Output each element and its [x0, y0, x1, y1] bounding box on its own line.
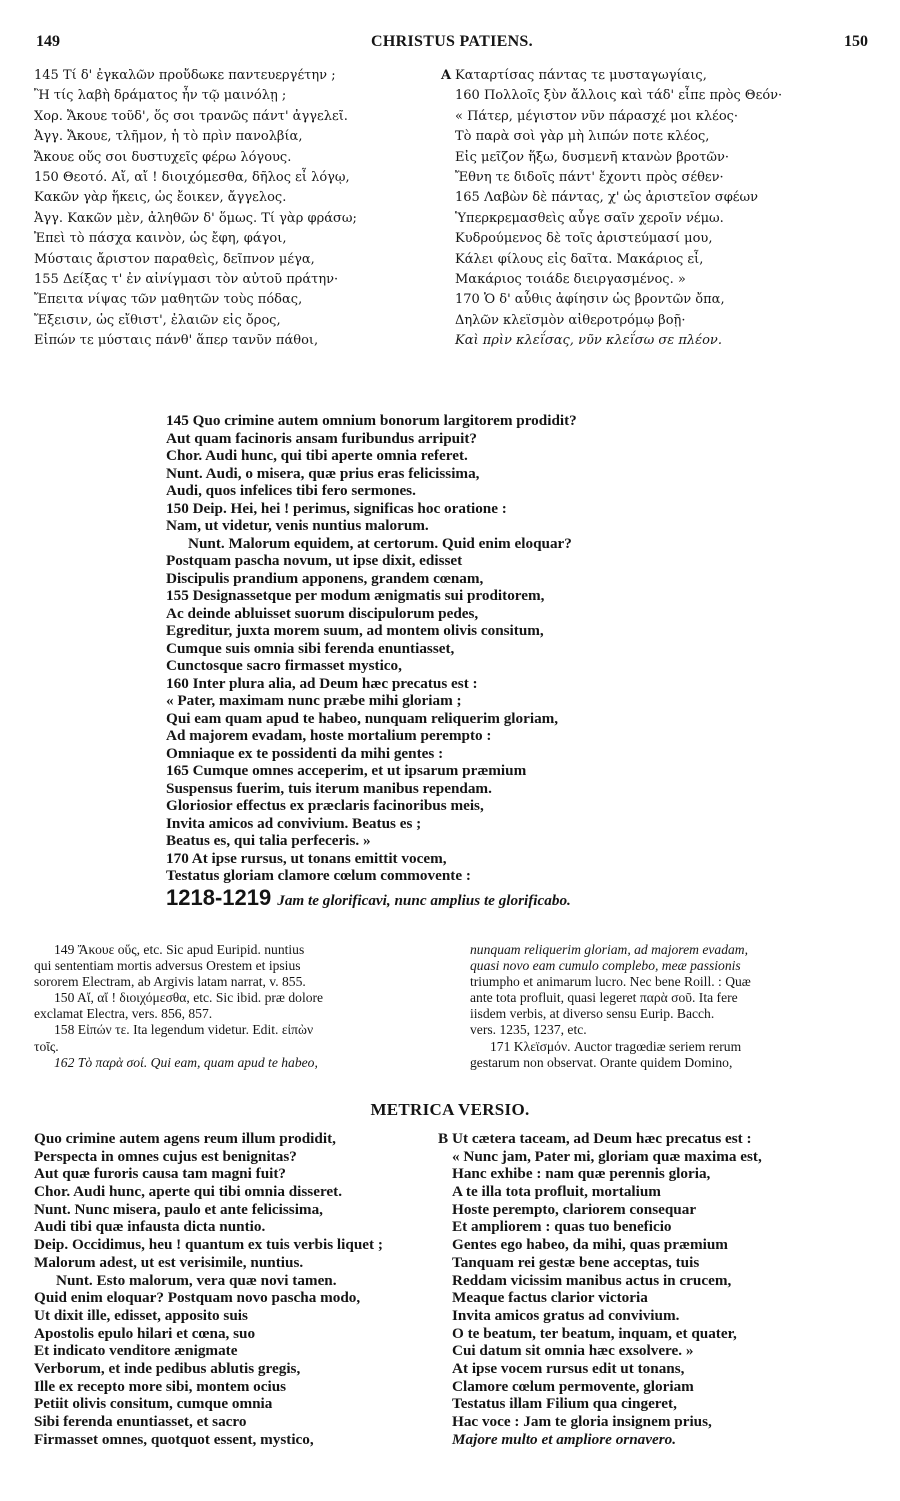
page-header: [36, 33, 868, 55]
page-number-left: 149: [36, 33, 60, 50]
latin-line: Aut quam facinoris ansam furibundus arripuit?: [166, 429, 477, 447]
greek-line: Ἄκουε οὕς σοι δυστυχεῖς φέρω λόγους.: [34, 149, 292, 165]
latin-line: Invita amicos ad convivium. Beatus es ;: [166, 814, 422, 832]
verse-line: Reddam vicissim manibus actus in crucem,: [452, 1271, 732, 1289]
footnotes-right-column: [470, 942, 880, 1071]
latin-line: Audi, quos infelices tibi fero sermones.: [166, 482, 416, 499]
latin-line: Beatus es, qui talia perfeceris. »: [166, 832, 371, 849]
verse-line: Ille ex recepto more sibi, montem ocius: [34, 1377, 287, 1395]
greek-line: Ὑπερκρεμασθεὶς αὖγε σαῖν χεροῖν νέμω.: [455, 210, 724, 226]
metrical-version-right-column: [438, 1130, 892, 1448]
greek-line: Ἔξεισιν, ὡς εἴθιστ', ἐλαιῶν εἰς ὄρος,: [34, 312, 281, 328]
verse-line: Gentes ego habeo, da mihi, quas præmium: [452, 1236, 728, 1254]
greek-line: Εἰς μεῖζον ἥξω, δυσμενῆ κτανὼν βροτῶν·: [455, 149, 730, 165]
greek-line-text: Καταρτίσας πάντας τε μυσταγωγίαις,: [455, 68, 707, 83]
greek-line: Κυδρούμενος δὲ τοῖς ἀριστεύμασί μου,: [455, 231, 713, 247]
verse-line: A te illa tota profluit, mortalium: [452, 1183, 661, 1201]
latin-line: 165 Cumque omnes acceperim, et ut ipsarum præmium: [166, 762, 527, 779]
verse-line: Chor. Audi hunc, aperte qui tibi omnia disseret.: [34, 1183, 343, 1201]
latin-line: Cumque suis omnia sibi ferenda enuntiasset,: [166, 639, 455, 657]
verse-line: [438, 1130, 892, 1148]
greek-line: 145 Τί δ' ἐγκαλῶν προὔδωκε παντευεργέτην ;: [34, 68, 336, 83]
latin-line: Postquam pascha novum, ut ipse dixit, edisset: [166, 552, 463, 569]
greek-line: 150 Θεοτό. Αἴ, αἴ ! διοιχόμεσθα, δῆλος εἶ λόγῳ,: [34, 169, 350, 185]
latin-line: 170 At ipse rursus, ut tonans emittit vocem,: [166, 849, 447, 867]
greek-line: 165 Λαβὼν δὲ πάντας, χ' ὡς ἀριστεῖον σφέων: [455, 190, 759, 206]
greek-line: Δηλῶν κλεϊσμὸν αἰθεροτρόμῳ βοῇ·: [455, 312, 686, 328]
latin-line: Chor. Audi hunc, qui tibi aperte omnia referet.: [166, 447, 468, 464]
footnote-line: 158 Εἰπών τε. Ita legendum videtur. Edit. εἰπὼν: [54, 1022, 314, 1038]
footnote-line: nunquam reliquerim gloriam, ad majorem evadam,: [470, 942, 749, 957]
latin-line-text: Jam te glorificavi, nunc amplius te glorificabo.: [277, 891, 571, 909]
greek-line: Εἰπών τε μύσταις πάνθ' ἅπερ τανῦν πάθοι,: [34, 333, 319, 349]
verse-line: Invita amicos gratus ad convivium.: [452, 1306, 680, 1324]
latin-line: Ac deinde abluisset suorum discipulorum pedes,: [166, 604, 479, 622]
verse-line: Malorum adest, ut est verisimile, nuntius.: [34, 1253, 304, 1271]
footnote-line: ante tota profluit, quasi legeret παρὰ σοῦ. Ita fere: [470, 990, 738, 1006]
greek-line: Ἐπεὶ τὸ πάσχα καινὸν, ὡς ἔφη, φάγοι,: [34, 231, 287, 247]
verse-line: Hanc exhibe : nam quæ perennis gloria,: [452, 1165, 711, 1183]
verse-line: Clamore cœlum permovente, gloriam: [452, 1377, 694, 1395]
verse-line: Audi tibi quæ infausta dicta nuntio.: [34, 1218, 266, 1236]
verse-line: Sibi ferenda enuntiasset, et sacro: [34, 1413, 247, 1430]
verse-line: Quid enim eloquar? Postquam novo pascha modo,: [34, 1289, 361, 1307]
greek-line: Ἔθνη τε διδοῖς πάντ' ἔχοντι πρὸς σέθεν·: [455, 169, 724, 185]
verse-line: Perspecta in omnes cujus est benignitas?: [34, 1147, 297, 1165]
greek-line: Κάλει φίλους εἰς δαῖτα. Μακάριος εἶ,: [455, 251, 704, 267]
greek-line: 170 Ὁ δ' αὖθις ἀφίησιν ὡς βροντῶν ὄπα,: [455, 292, 725, 308]
verse-line: Tanquam rei gestæ bene acceptas, tuis: [452, 1253, 700, 1271]
footnote-line: iisdem verbis, at diverso sensu Eurip. Bacch.: [470, 1006, 715, 1022]
latin-line: 155 Designassetque per modum ænigmatis sui proditorem,: [166, 587, 545, 604]
latin-line: Testatus gloriam clamore cœlum commovente :: [166, 867, 471, 884]
verse-line: Apostolis epulo hilari et cœna, suo: [34, 1324, 256, 1342]
latin-line: [166, 885, 726, 911]
page-number-right: 150: [844, 33, 868, 50]
verse-line: Et indicato venditore ænigmate: [34, 1342, 238, 1360]
verse-line-text: Ut cætera taceam, ad Deum hæc precatus est :: [452, 1130, 752, 1147]
verse-line: Quo crimine autem agens reum illum prodidit,: [34, 1130, 336, 1147]
footnote-line: 149 Ἄκουε οὕς, etc. Sic apud Euripid. nuntius: [54, 942, 305, 957]
verse-line: Ut dixit ille, edisset, apposito suis: [34, 1306, 248, 1324]
verse-line: Nunt. Nunc misera, paulo et ante felicissima,: [34, 1200, 323, 1218]
latin-line: 145 Quo crimine autem omnium bonorum largitorem prodidit?: [166, 412, 577, 429]
verse-line: O te beatum, ter beatum, inquam, et quater,: [452, 1324, 737, 1342]
latin-line: 160 Inter plura alia, ad Deum hæc precatus est :: [166, 674, 478, 692]
latin-line: Cunctosque sacro firmasset mystico,: [166, 657, 402, 674]
verse-line: Majore multo et ampliore ornavero.: [452, 1430, 677, 1448]
greek-line: Κακῶν γὰρ ἥκεις, ὡς ἔοικεν, ἄγγελος.: [34, 190, 287, 206]
running-title: CHRISTUS PATIENS.: [371, 33, 533, 50]
metrical-version-left-column: [34, 1130, 454, 1448]
footnote-line: quasi novo eam cumulo complebo, meæ passionis: [470, 958, 741, 974]
latin-line: Nunt. Malorum equidem, at certorum. Quid enim eloquar?: [188, 534, 572, 552]
verse-line: Petiit olivis consitum, cumque omnia: [34, 1395, 273, 1413]
greek-line: Ἔπειτα νίψας τῶν μαθητῶν τοὺς πόδας,: [34, 292, 303, 308]
verse-line: « Nunc jam, Pater mi, gloriam quæ maxima est,: [452, 1147, 762, 1165]
column-marker: B: [438, 1130, 449, 1147]
latin-line: Omniaque ex te possidenti da mihi gentes :: [166, 744, 444, 762]
greek-line: « Πάτερ, μέγιστον νῦν πάρασχέ μοι κλέος·: [455, 108, 739, 124]
latin-line: Nunt. Audi, o misera, quæ prius eras felicissima,: [166, 464, 480, 482]
greek-line: Ἀγγ. Ἄκουε, τλῆμον, ἡ τὸ πρὶν πανολβία,: [34, 129, 303, 145]
greek-line: Ἀγγ. Κακῶν μὲν, ἀληθῶν δ' ὅμως. Τί γὰρ φράσω;: [34, 210, 357, 226]
latin-line: Suspensus fuerim, tuis iterum manibus rependam.: [166, 779, 492, 797]
footnote-line: 171 Κλεϊσμόν. Auctor tragœdiæ seriem rerum: [490, 1038, 742, 1054]
footnote-line: exclamat Electra, vers. 856, 857.: [34, 1006, 213, 1022]
latin-line: « Pater, maximam nunc præbe mihi gloriam ;: [166, 692, 462, 709]
footnote-line: vers. 1235, 1237, etc.: [470, 1022, 587, 1038]
greek-line: 155 Δείξας τ' ἐν αἰνίγμασι τὸν αὐτοῦ πράτην·: [34, 271, 339, 287]
latin-line: Qui eam quam apud te habeo, nunquam reliquerim gloriam,: [166, 709, 559, 727]
verse-line: Testatus illam Filium qua cingeret,: [452, 1395, 677, 1413]
footnote-line: τοῖς.: [34, 1038, 59, 1054]
latin-line: Gloriosior effectus ex præclaris facinoribus meis,: [166, 797, 484, 814]
footnote-line: triumpho et animarum lucro. Nec bene Roill. : Quæ: [470, 974, 751, 990]
latin-line: Ad majorem evadam, hoste mortalium perempto :: [166, 727, 492, 744]
verse-line: Hac voce : Jam te gloria insignem prius,: [452, 1413, 712, 1430]
footnote-line: 150 Αἴ, αἴ ! διοιχόμεσθα, etc. Sic ibid. præ dolore: [54, 990, 324, 1006]
greek-line: Τὸ παρὰ σοὶ γὰρ μὴ λιπών ποτε κλέος,: [455, 129, 710, 145]
footnotes-left-column: [34, 942, 440, 1071]
verse-line: Cui datum sit omnia hæc exsolvere. »: [452, 1342, 694, 1360]
verse-line: Deip. Occidimus, heu ! quantum ex tuis verbis liquet ;: [34, 1236, 383, 1254]
greek-line: Καὶ πρὶν κλεΐσας, νῦν κλεΐσω σε πλέον.: [455, 333, 722, 349]
verse-line: Verborum, et inde pedibus ablutis gregis,: [34, 1359, 301, 1377]
verse-line: Et ampliorem : quas tuo beneficio: [452, 1218, 672, 1236]
greek-text-left-column: [34, 66, 454, 351]
latin-line: Discipulis prandium apponens, grandem cœnam,: [166, 569, 484, 587]
latin-line: Nam, ut videtur, venis nuntius malorum.: [166, 517, 429, 534]
footnote-line: 162 Τὸ παρὰ σοί. Qui eam, quam apud te habeo,: [54, 1054, 318, 1070]
greek-line: 160 Πολλοῖς ξὺν ἄλλοις καὶ τάδ' εἶπε πρὸς Θεόν·: [455, 88, 783, 104]
greek-line: [441, 66, 895, 86]
verse-line: At ipse vocem rursus edit ut tonans,: [452, 1359, 685, 1377]
latin-translation: [166, 412, 726, 911]
greek-line: Ἢ τίς λαβὴ δράματος ἦν τῷ μαινόλῃ ;: [34, 88, 287, 104]
verse-line: Firmasset omnes, quotquot essent, mystico,: [34, 1430, 314, 1448]
greek-text-right-column: [441, 66, 895, 351]
verse-line: Aut quæ furoris causa tam magni fuit?: [34, 1165, 287, 1183]
greek-line: Μύσταις ἄριστον παραθεὶς, δεῖπνον μέγα,: [34, 251, 315, 267]
verse-line: Meaque factus clarior victoria: [452, 1289, 648, 1307]
greek-line: Χορ. Ἄκουε τοῦδ', ὅς σοι τρανῶς πάντ' ἀγγελεῖ.: [34, 108, 348, 124]
column-marker: A: [441, 68, 452, 83]
footnote-line: sororem Electram, ab Argivis latam narrat, v. 855.: [34, 974, 306, 990]
verse-line: Nunt. Esto malorum, vera quæ novi tamen.: [56, 1271, 337, 1289]
footnote-line: qui sententiam mortis adversus Orestem et ipsius: [34, 958, 301, 974]
latin-line: 150 Deip. Hei, hei ! perimus, significas hoc oratione :: [166, 499, 507, 517]
verse-line: Hoste perempto, clariorem consequar: [452, 1200, 697, 1218]
latin-line: Egreditur, juxta morem suum, ad montem olivis consitum,: [166, 622, 544, 639]
greek-line: Μακάριος τοιάδε διειργασμένος. »: [455, 271, 686, 287]
section-title: METRICA VERSIO.: [370, 1100, 530, 1119]
column-reference-number: 1218-1219: [166, 884, 272, 910]
footnote-line: gestarum non observat. Orante quidem Domino,: [470, 1054, 733, 1070]
